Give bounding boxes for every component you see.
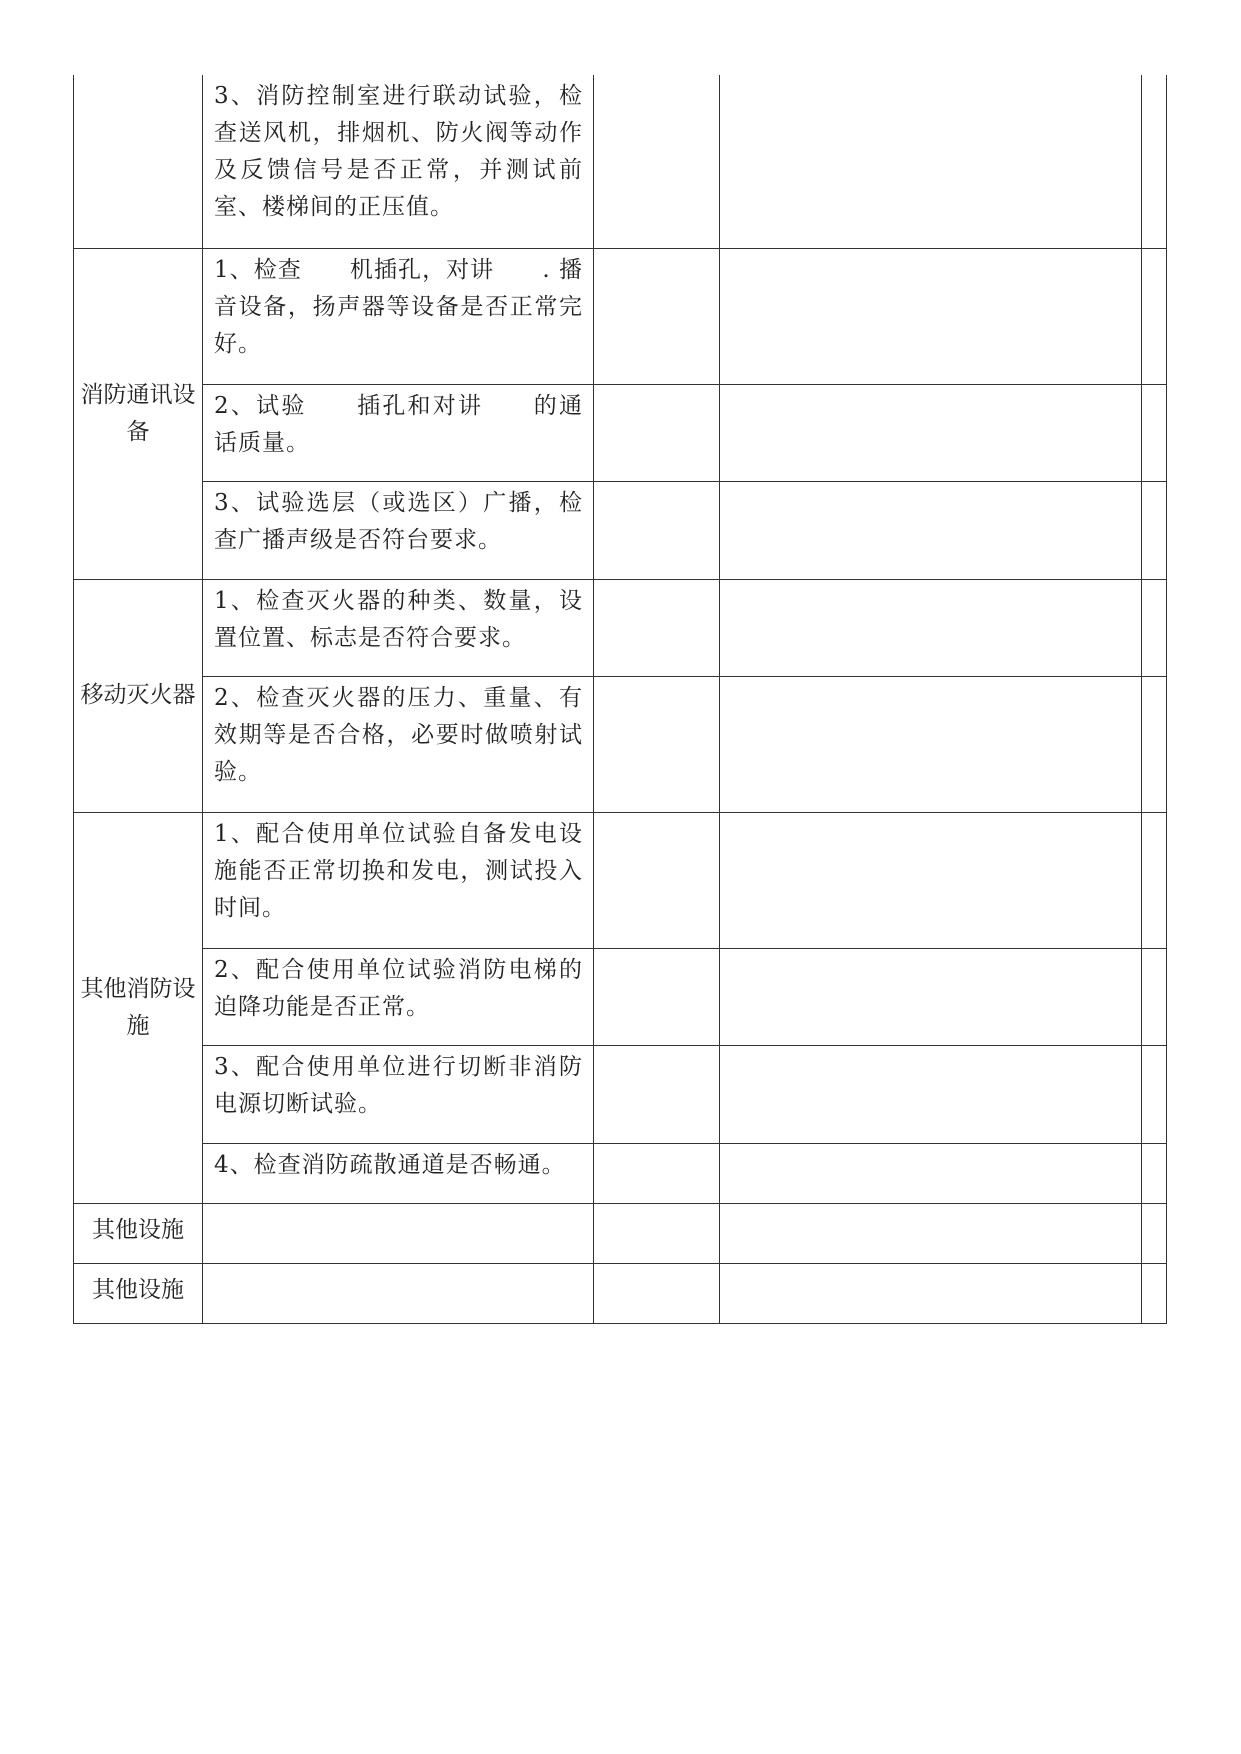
remark-cell[interactable] <box>720 1203 1142 1263</box>
category-cell: 其他设施 <box>74 1203 203 1263</box>
remark-cell[interactable] <box>720 1143 1142 1203</box>
result-cell[interactable] <box>594 384 720 481</box>
extra-cell <box>1142 1263 1167 1323</box>
result-cell[interactable] <box>594 248 720 384</box>
remark-cell[interactable] <box>720 676 1142 812</box>
table-row <box>74 579 1167 676</box>
item-cell: 2、检查灭火器的压力、重量、有效期等是否合格，必要时做喷射试验。 <box>203 676 594 812</box>
remark-cell[interactable] <box>720 812 1142 948</box>
result-cell[interactable] <box>594 75 720 248</box>
extra-cell <box>1142 1143 1167 1203</box>
result-cell[interactable] <box>594 812 720 948</box>
extra-cell <box>1142 248 1167 384</box>
item-cell: 2、试验 插孔和对讲 的通话质量。 <box>203 384 594 481</box>
extra-cell <box>1142 812 1167 948</box>
category-cell: 其他消防设施 <box>74 812 203 1203</box>
inspection-table <box>73 75 1167 1324</box>
extra-cell <box>1142 481 1167 579</box>
table-row <box>74 1203 1167 1263</box>
item-cell[interactable] <box>203 1203 594 1263</box>
table-row <box>74 676 1167 812</box>
item-cell: 3、试验选层（或选区）广播，检查广播声级是否符台要求。 <box>203 481 594 579</box>
result-cell[interactable] <box>594 579 720 676</box>
table-row <box>74 1045 1167 1143</box>
result-cell[interactable] <box>594 948 720 1045</box>
item-cell: 3、消防控制室进行联动试验，检查送风机，排烟机、防火阀等动作及反馈信号是否正常，并测试前室、楼梯间的正压值。 <box>203 75 594 248</box>
remark-cell[interactable] <box>720 1045 1142 1143</box>
item-cell: 3、配合使用单位进行切断非消防电源切断试验。 <box>203 1045 594 1143</box>
extra-cell <box>1142 1045 1167 1143</box>
extra-cell <box>1142 676 1167 812</box>
table-row <box>74 1263 1167 1323</box>
extra-cell <box>1142 579 1167 676</box>
item-cell: 2、配合使用单位试验消防电梯的迫降功能是否正常。 <box>203 948 594 1045</box>
remark-cell[interactable] <box>720 1263 1142 1323</box>
result-cell[interactable] <box>594 481 720 579</box>
table-row <box>74 481 1167 579</box>
remark-cell[interactable] <box>720 75 1142 248</box>
table-row <box>74 1143 1167 1203</box>
remark-cell[interactable] <box>720 384 1142 481</box>
result-cell[interactable] <box>594 1263 720 1323</box>
extra-cell <box>1142 948 1167 1045</box>
result-cell[interactable] <box>594 1203 720 1263</box>
item-cell: 1、检查灭火器的种类、数量，设置位置、标志是否符合要求。 <box>203 579 594 676</box>
remark-cell[interactable] <box>720 481 1142 579</box>
result-cell[interactable] <box>594 1143 720 1203</box>
remark-cell[interactable] <box>720 948 1142 1045</box>
result-cell[interactable] <box>594 1045 720 1143</box>
category-cell: 其他设施 <box>74 1263 203 1323</box>
extra-cell <box>1142 384 1167 481</box>
category-cell <box>74 75 203 248</box>
category-cell: 消防通讯设备 <box>74 248 203 579</box>
category-cell: 移动灭火器 <box>74 579 203 812</box>
table-row <box>74 248 1167 384</box>
extra-cell <box>1142 1203 1167 1263</box>
table-row <box>74 75 1167 248</box>
table-row <box>74 384 1167 481</box>
extra-cell <box>1142 75 1167 248</box>
table-row <box>74 948 1167 1045</box>
item-cell[interactable] <box>203 1263 594 1323</box>
result-cell[interactable] <box>594 676 720 812</box>
remark-cell[interactable] <box>720 579 1142 676</box>
table-row <box>74 812 1167 948</box>
item-cell: 4、检查消防疏散通道是否畅通。 <box>203 1143 594 1203</box>
remark-cell[interactable] <box>720 248 1142 384</box>
item-cell: 1、配合使用单位试验自备发电设施能否正常切换和发电，测试投入时间。 <box>203 812 594 948</box>
item-cell: 1、检查 机插孔，对讲 . 播音设备，扬声器等设备是否正常完好。 <box>203 248 594 384</box>
